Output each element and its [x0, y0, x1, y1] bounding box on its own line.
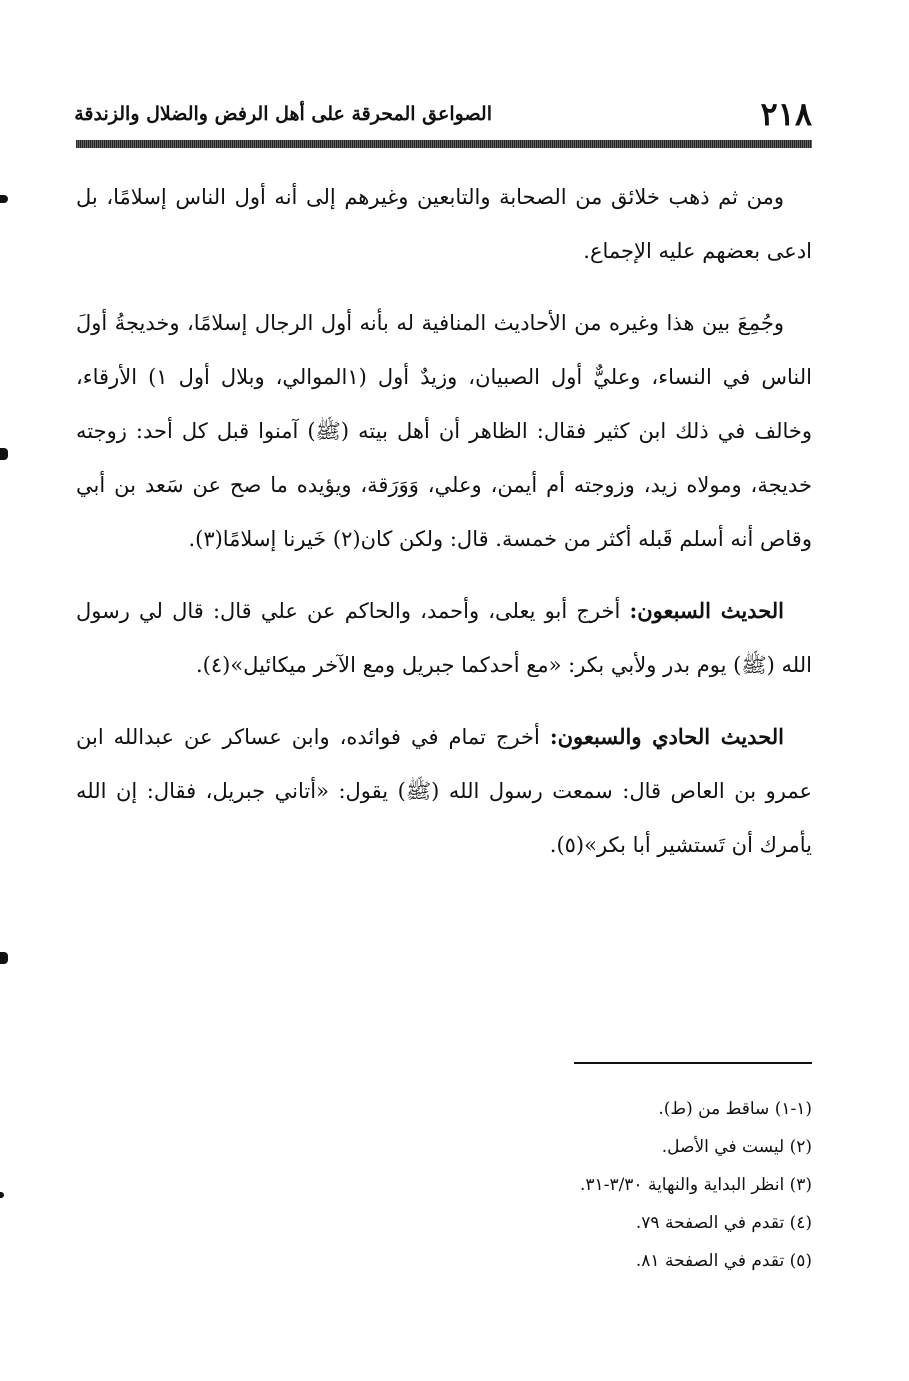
- body-text: [76, 170, 812, 890]
- page-header: [76, 88, 812, 134]
- page-number: ٢١٨: [760, 95, 812, 133]
- hadith-heading: الحديث الحادي والسبعون:: [549, 724, 784, 749]
- paragraph-text: أخرج تمام في فوائده، وابن عساكر عن عبدالله ابن عمرو بن العاص قال: سمعت رسول الله (ﷺ) يقول: «أتاني جبريل، فقال: إن الله يأمرك أن تَستشير أبا بكر»(٥).: [76, 725, 813, 857]
- paragraph: [76, 170, 812, 278]
- footnotes: [300, 1090, 812, 1280]
- footnote: (٢) ليست في الأصل.: [661, 1137, 812, 1157]
- footnote: (٥) تقدم في الصفحة ٨١.: [635, 1251, 812, 1271]
- header-rule: [76, 140, 812, 148]
- footnote: (٣) انظر البداية والنهاية ٣/٣٠-٣١.: [580, 1175, 812, 1195]
- paragraph: [76, 584, 812, 692]
- paragraph-text: وجُمِعَ بين هذا وغيره من الأحاديث المنافية له بأنه أول الرجال إسلامًا، وخديجةُ أولَ الناس في النساء، وعليٌّ أول الصبيان، وزيدٌ أول (١الموالي، وبلال أول ١) الأرقاء، وخالف في ذلك ابن كثير فقال: الظاهر أن أهل بيته (ﷺ) آمنوا قبل كل أحد: زوجته خديجة، ومولاه زيد، وزوجته أم أيمن، وعلي، وَوَرَقة، ويؤيده ما صح عن سَعد بن أبي وقاص أنه أسلم قَبله أكثر من خمسة. قال: ولكن كان(٢) خَيرنا إسلامًا(٣).: [76, 311, 812, 551]
- paragraph-text: ومن ثم ذهب خلائق من الصحابة والتابعين وغيرهم إلى أنه أول الناس إسلامًا، بل ادعى بعضهم عليه الإجماع.: [76, 185, 812, 263]
- scan-mark: [0, 1192, 4, 1198]
- scan-mark: [0, 195, 8, 203]
- scan-mark: [0, 448, 8, 460]
- footnote: (٤) تقدم في الصفحة ٧٩.: [635, 1213, 812, 1233]
- hadith-heading: الحديث السبعون:: [629, 598, 784, 623]
- paragraph: [76, 296, 812, 566]
- paragraph-text: أخرج أبو يعلى، وأحمد، والحاكم عن علي قال: قال لي رسول الله (ﷺ) يوم بدر ولأبي بكر: «مع أحدكما جبريل ومع الآخر ميكائيل»(٤).: [76, 599, 812, 677]
- running-title: الصواعق المحرقة على أهل الرفض والضلال والزندقة: [74, 103, 492, 125]
- scan-mark: [0, 952, 8, 964]
- footnote-rule: [574, 1062, 812, 1064]
- footnote: (١-١) ساقط من (ط).: [658, 1099, 812, 1119]
- paragraph: [76, 710, 812, 872]
